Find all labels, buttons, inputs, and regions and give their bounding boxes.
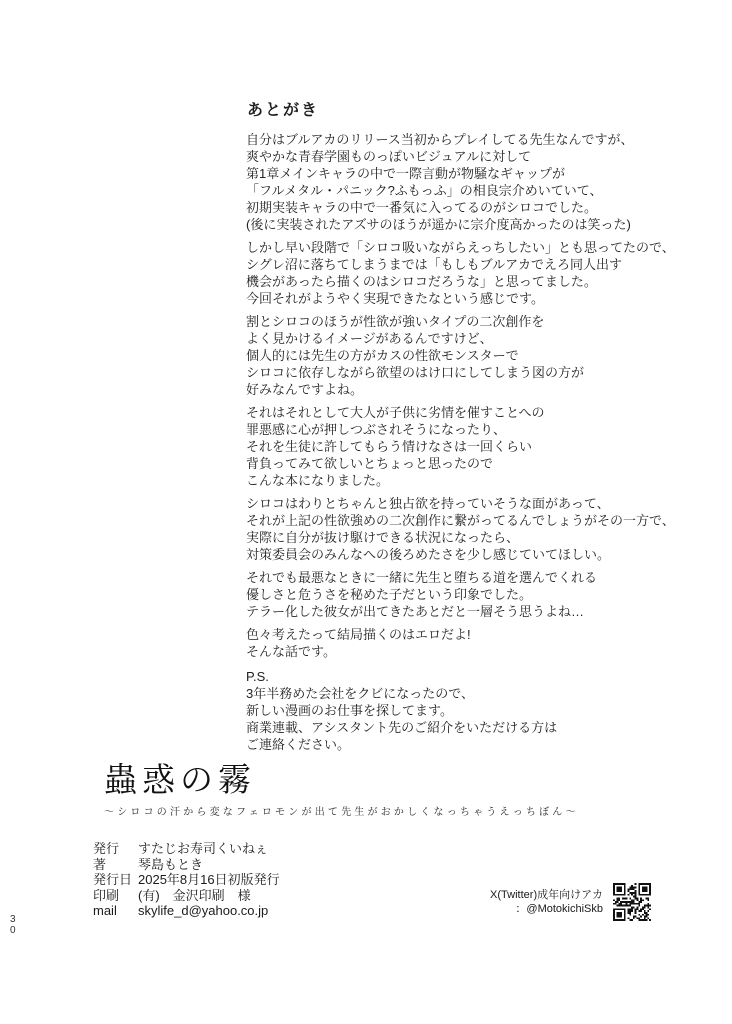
colophon-label: mail <box>93 903 117 918</box>
colophon-value: 2025年8月16日初版発行 <box>138 872 280 887</box>
colophon-row <box>93 872 280 888</box>
qr-code-icon <box>613 883 651 921</box>
colophon-value: 琴島もとき <box>138 856 204 872</box>
colophon-row <box>93 888 280 904</box>
afterword-paragraph: それはそれとして大人が子供に劣情を催すことへの 罪悪感に心が押しつぶされそうになったり、 それを生徒に許してもらう情けなさは一回くらい 背負ってみて欲しいとちょっと思ったので こんな本になりました。 <box>246 405 545 488</box>
colophon-value: skylife_d@yahoo.co.jp <box>138 903 269 918</box>
colophon-row <box>93 903 280 919</box>
book-title: 蟲惑の霧 <box>104 763 256 799</box>
social-account-type: X(Twitter)成年向けアカ <box>490 889 603 901</box>
afterword-paragraph: 割とシロコのほうが性欲が強いタイプの二次創作を よく見かけるイメージがあるんですけど、 個人的には先生の方がカスの性欲モンスターで シロコに依存しながら欲望のはけ口にしてしまう図の方が 好みなんですよね。 <box>246 314 585 397</box>
afterword-paragraph: 自分はブルアカのリリース当初からプレイしてる先生なんですが、 爽やかな青春学園ものっぽいビジュアルに対して 第1章メインキャラの中で一際言動が物騒なギャップが 「フルメタル・パニック?ふもっふ」の相良宗介めいていて、 初期実装キャラの中で一番気に入ってるのがシロコでした。 (後に実装されたアズサのほうが遥かに宗介度高かったのは笑った) <box>246 132 634 232</box>
social-info <box>490 888 603 916</box>
book-subtitle: 〜シロコの汗から変なフェロモンが出て先生がおかしくなっちゃうえっちぼん〜 <box>104 807 579 818</box>
colophon <box>93 841 280 919</box>
colophon-label: 印刷 <box>93 887 120 903</box>
afterword-paragraph: P.S. 3年半務めた会社をクビになったので、 新しい漫画のお仕事を探してます。 商業連載、アシスタント先のご紹介をいただける方は ご連絡ください。 <box>246 669 558 752</box>
afterword-paragraph: しかし早い段階で「シロコ吸いながらえっちしたい」とも思ってたので、 シグレ沼に落ちてしまうまでは「もしもブルアカでえろ同人出す 機会があったら描くのはシロコだろうな」と思ってました。 今回それがようやく実現できたなという感じです。 <box>246 240 675 306</box>
colophon-row <box>93 841 280 857</box>
colophon-value: すたじお寿司くいねぇ <box>138 841 269 856</box>
afterword-paragraph: それでも最悪なときに一緒に先生と堕ちる道を選んでくれる 優しさと危うさを秘めた子だという印象でした。 テラー化した彼女が出てきたあとだと一層そう思うよね… <box>246 570 598 619</box>
afterword-paragraph: シロコはわりとちゃんと独占欲を持っていそうな面があって、 それが上記の性欲強めの二次創作に繋がってるんでしょうがその一方で、 実際に自分が抜け駆けできる状況になったら、 対策委員会のみんなへの後ろめたさを少し感じていてほしい。 <box>246 496 675 562</box>
social-account-handle: ：@MotokichiSkb <box>515 903 603 915</box>
colophon-label: 発行日 <box>93 872 133 887</box>
afterword-paragraph: 色々考えたって結局描くのはエロだよ! そんな話です。 <box>246 627 471 659</box>
afterword-body <box>246 131 696 759</box>
colophon-label: 発行 <box>93 841 120 856</box>
page-number <box>10 914 16 936</box>
colophon-row <box>93 857 280 873</box>
afterword-heading: あとがき <box>247 101 320 119</box>
book-title-block <box>104 763 579 818</box>
page-number-digit: 3 <box>10 914 16 925</box>
page-number-digit: 0 <box>10 925 16 936</box>
colophon-value: (有) 金沢印刷 様 <box>138 887 251 903</box>
colophon-label: 著 <box>93 856 107 872</box>
